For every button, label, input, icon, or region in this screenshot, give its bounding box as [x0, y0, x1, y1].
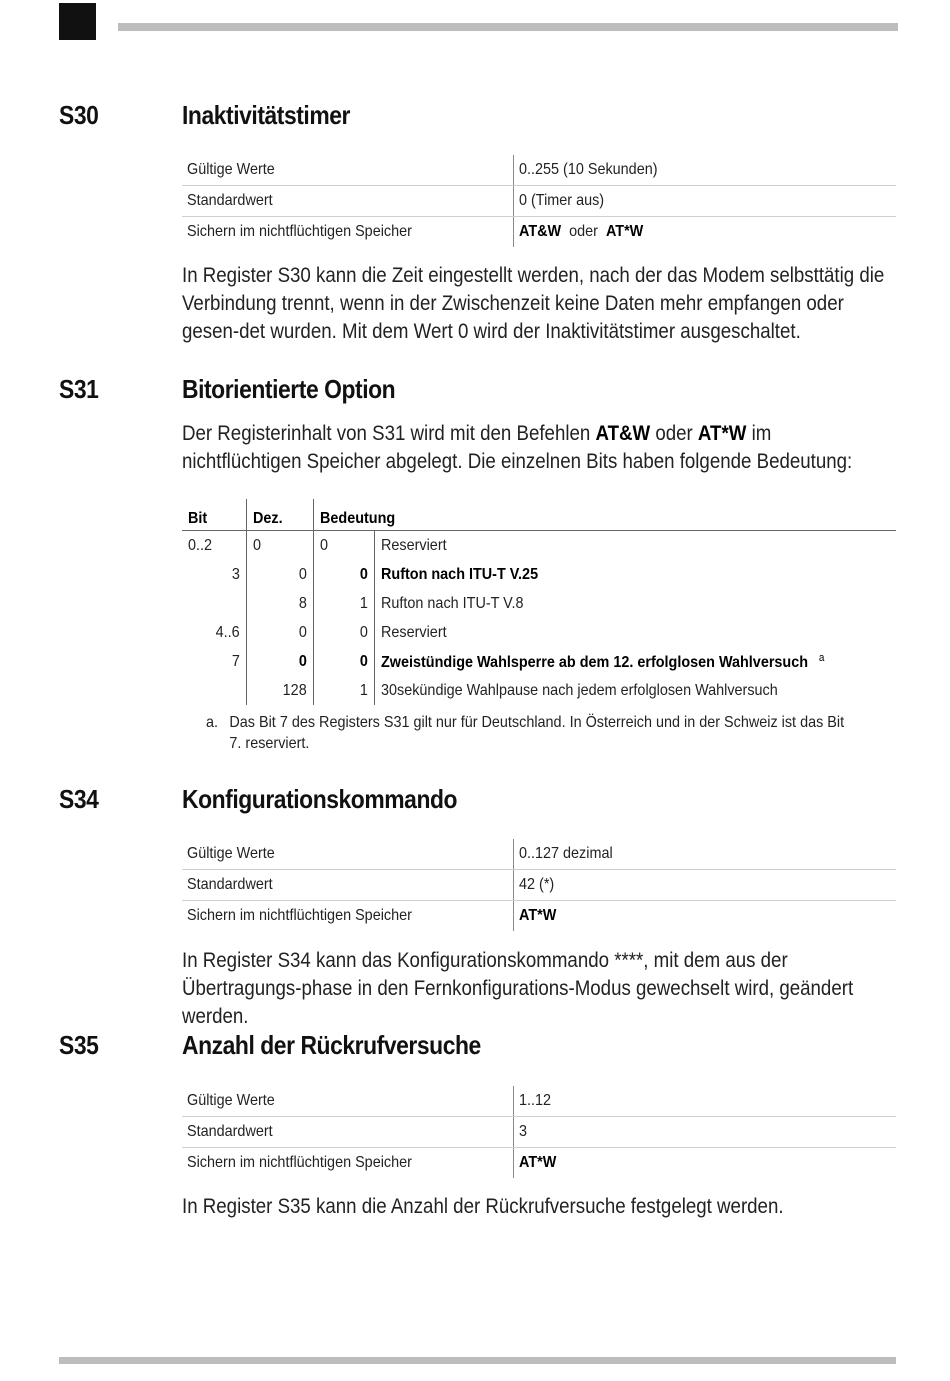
header-rule: [118, 23, 898, 31]
table-row: 8 1 Rufton nach ITU-T V.8: [182, 589, 896, 618]
register-id-s34: S34: [59, 784, 99, 814]
property-value: 1..12: [519, 1092, 552, 1109]
command-at-star-w: AT*W: [697, 422, 747, 445]
property-label: Standardwert: [187, 1123, 273, 1140]
register-title-s35: Anzahl der Rückrufversuche: [182, 1030, 481, 1060]
table-row: [182, 1117, 896, 1148]
s35-properties-table: [182, 1086, 896, 1178]
table-header-row: [182, 499, 896, 531]
property-value: 42 (*): [519, 876, 555, 893]
table-row: 0..2 0 0 Reserviert: [182, 531, 896, 561]
table-row: [182, 1148, 896, 1179]
property-label: Standardwert: [187, 876, 273, 893]
table-row: [182, 1086, 896, 1117]
property-value: [519, 1154, 556, 1172]
property-label: Gültige Werte: [187, 161, 275, 178]
footer-rule: [59, 1357, 896, 1364]
register-id-s35: S35: [59, 1030, 99, 1060]
table-row: [182, 839, 896, 870]
register-id-s30: S30: [59, 100, 99, 130]
property-value: 0..127 dezimal: [519, 845, 613, 862]
s34-properties-table: [182, 839, 896, 931]
table-row: [182, 186, 896, 217]
command-at-star-w: AT*W: [519, 1154, 557, 1171]
command-at-w: AT&W: [595, 422, 651, 445]
s31-footnote: [206, 712, 872, 754]
table-row: 4..6 0 0 Reserviert: [182, 618, 896, 647]
property-label: Sichern im nichtflüchtigen Speicher: [187, 907, 412, 924]
table-row: 7 0 0 Zweistündige Wahlsperre ab dem 12. erfolglosen Wahlversuch $^a$: [182, 647, 896, 676]
property-label: Sichern im nichtflüchtigen Speicher: [187, 223, 412, 240]
s30-properties-table: [182, 155, 896, 247]
footnote-marker: a: [818, 651, 825, 664]
command-at-star-w: AT*W: [605, 223, 644, 240]
property-label: Gültige Werte: [187, 845, 275, 862]
s31-description: Der Registerinhalt von S31 wird mit den Befehlen AT&W oder AT*W im nichtflüchtigen Speicher abgelegt. Die einzelnen Bits haben folgende Bedeutung:: [182, 422, 853, 473]
footnote-text: Das Bit 7 des Registers S31 gilt nur für Deutschland. In Österreich und in der Schweiz ist das Bit 7. reserviert.: [229, 714, 845, 752]
register-id-s31: S31: [59, 374, 99, 404]
property-value: 3: [519, 1123, 528, 1140]
s31-bit-table: [182, 499, 896, 705]
s34-description: In Register S34 kann das Konfigurationskommando ****, mit dem aus der Übertragungs-phase in den Fernkonfigurations-Modus gewechselt wird, geändert werden.: [182, 949, 854, 1028]
property-label: Standardwert: [187, 192, 273, 209]
register-title-s34: Konfigurationskommando: [182, 784, 458, 814]
value-separator: oder: [569, 223, 598, 240]
property-label: Sichern im nichtflüchtigen Speicher: [187, 1154, 412, 1171]
column-header-dez: Dez.: [253, 510, 283, 527]
command-at-w: AT&W: [519, 223, 562, 240]
table-row: [182, 901, 896, 932]
command-at-star-w: AT*W: [519, 907, 557, 924]
column-header-bedeutung: Bedeutung: [320, 510, 396, 527]
footnote-label: a.: [206, 714, 219, 731]
register-title-s31: Bitorientierte Option: [182, 374, 396, 404]
property-value: 0 (Timer aus): [519, 192, 605, 209]
page-corner-marker: [59, 3, 96, 40]
property-label: Gültige Werte: [187, 1092, 275, 1109]
register-title-s30: Inaktivitätstimer: [182, 100, 350, 130]
table-row: [182, 217, 896, 248]
property-value: [519, 223, 643, 241]
property-value: 0..255 (10 Sekunden): [519, 161, 658, 178]
s30-description: In Register S30 kann die Zeit eingestellt werden, nach der das Modem selbsttätig die Verbindung trennt, wenn in der Zwischenzeit keine Daten mehr empfangen oder gesen-det wurden. Mit dem Wert 0 wird der Inaktivitätstimer ausgeschaltet.: [182, 264, 885, 343]
table-row: [182, 155, 896, 186]
s35-description: In Register S35 kann die Anzahl der Rückrufversuche festgelegt werden.: [182, 1195, 784, 1218]
property-value: [519, 907, 556, 925]
table-row: 3 0 0 Rufton nach ITU-T V.25: [182, 560, 896, 589]
table-row: [182, 870, 896, 901]
table-row: 128 1 30sekündige Wahlpause nach jedem erfolglosen Wahlversuch: [182, 676, 896, 705]
column-header-bit: Bit: [188, 510, 208, 527]
